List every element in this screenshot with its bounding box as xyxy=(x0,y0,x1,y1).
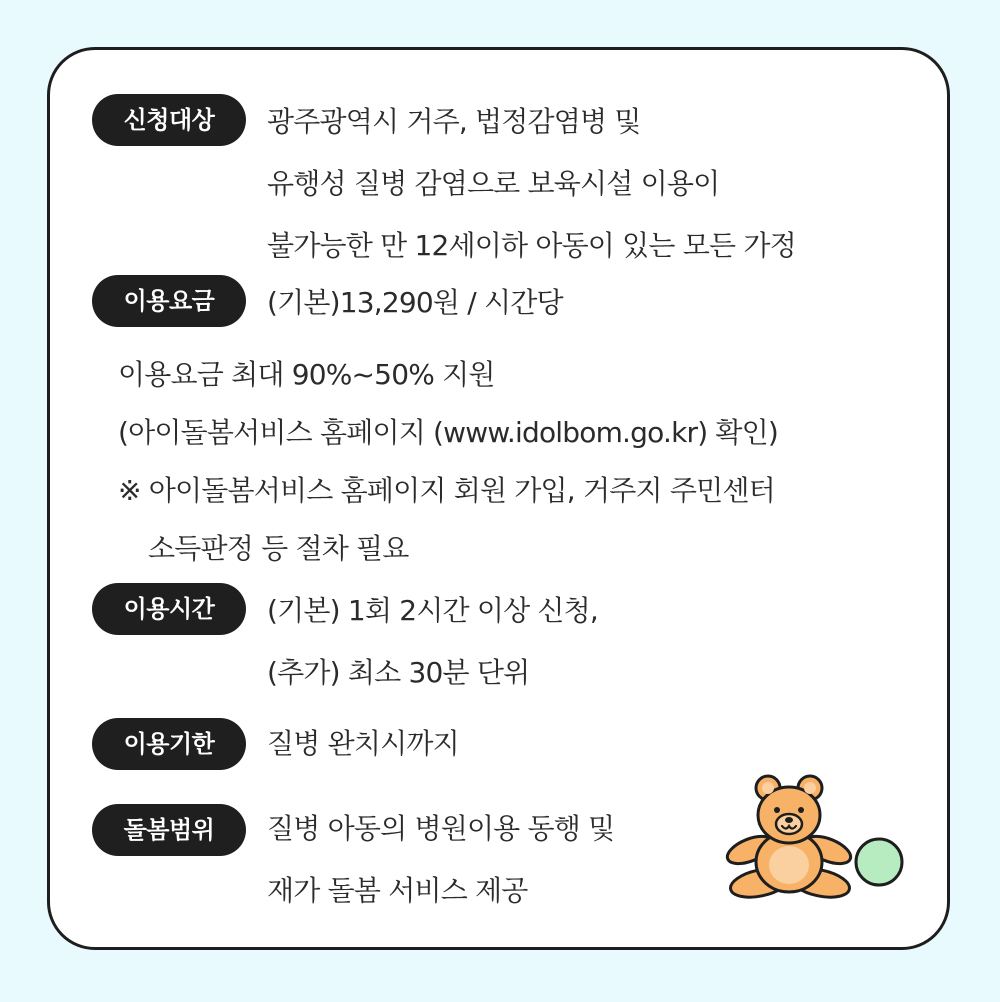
hours-text xyxy=(267,580,598,704)
period-text xyxy=(267,713,459,775)
fee-detail-line: 이용요금 최대 90%~50% 지원 xyxy=(118,358,495,391)
teddy-bear-icon xyxy=(722,770,912,900)
label-period: 이용기한 xyxy=(92,718,246,770)
label-hours: 이용시간 xyxy=(92,583,246,635)
ball-icon xyxy=(856,839,902,885)
fee-note-line: ※ 아이돌봄서비스 홈페이지 회원 가입, 거주지 주민센터 xyxy=(118,474,775,507)
label-fee: 이용요금 xyxy=(92,275,246,327)
fee-line: (기본)13,290원 / 시간당 xyxy=(267,286,563,319)
eligibility-line: 불가능한 만 12세이하 아동이 있는 모든 가정 xyxy=(267,229,796,262)
fee-note-line: 소득판정 등 절차 필요 xyxy=(148,532,409,565)
eligibility-line: 유행성 질병 감염으로 보육시설 이용이 xyxy=(267,167,720,200)
period-line: 질병 완치시까지 xyxy=(267,727,459,760)
eligibility-text xyxy=(267,91,796,277)
scope-text xyxy=(267,798,614,922)
fee-text xyxy=(267,272,563,334)
label-eligibility: 신청대상 xyxy=(92,94,246,146)
scope-line: 질병 아동의 병원이용 동행 및 xyxy=(267,812,615,845)
label-scope: 돌봄범위 xyxy=(92,804,246,856)
fee-detail-line: (아이돌봄서비스 홈페이지 (www.idolbom.go.kr) 확인) xyxy=(118,416,779,449)
hours-line: (기본) 1회 2시간 이상 신청, xyxy=(267,594,599,627)
eligibility-line: 광주광역시 거주, 법정감염병 및 xyxy=(267,105,641,138)
hours-line: (추가) 최소 30분 단위 xyxy=(267,656,530,689)
scope-line: 재가 돌봄 서비스 제공 xyxy=(267,874,528,907)
fee-details xyxy=(118,346,778,578)
